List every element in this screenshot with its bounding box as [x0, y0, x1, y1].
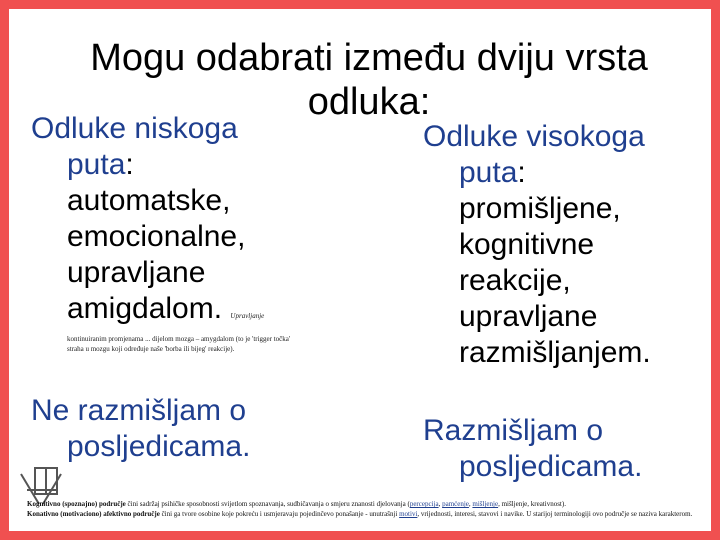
right-line-2: kognitivne — [459, 228, 595, 261]
footnote-link-pamcenje[interactable]: pamćenje — [442, 500, 469, 508]
left-heading-colon: : — [125, 148, 134, 181]
left-bottom-line2: posljedicama. — [67, 430, 251, 463]
footnote-p1: Kognitivno (spoznajno) područje čini sadržaj psihičke sposobnosti svijetlom spoznavanja, sudbičavanja o smjeru znanosti djelovanja (percepcija, pamćenje, mišljenje, mišljenje, kreativnost). — [27, 500, 566, 508]
left-note: kontinuiranim promjenama ... dijelom mozga – amygdalom (to je 'trigger točka' straha u mozgu koji određuje naše 'borba ili bijeg' reakcije). — [67, 335, 291, 353]
footnote-p1-text: čini sadržaj psihičke sposobnosti svijetlom spoznavanja, sudbičavanja o smjeru znanosti djelovanja ( — [125, 500, 410, 508]
right-heading-line1: Odluke visokoga — [423, 120, 645, 153]
left-last-line: amigdalom. — [67, 292, 223, 325]
footnote-p2-end: , vrijednosti, interesi, stavovi i navike. U starijoj terminologiji ovo područje se naziva karakterom. — [417, 510, 693, 518]
footnote — [27, 499, 705, 519]
left-bottom-line1: Ne razmišljam o — [31, 394, 247, 427]
left-line-2: emocionalne, — [67, 220, 246, 253]
left-line-3: upravljane — [67, 256, 206, 289]
left-heading — [31, 111, 321, 147]
right-bottom — [423, 413, 711, 485]
left-line-4 — [31, 291, 321, 334]
left-heading-puta-line — [31, 147, 321, 183]
right-bottom-line1: Razmišljam o — [423, 414, 604, 447]
left-heading-puta: puta — [67, 148, 126, 181]
left-bottom-text — [31, 393, 331, 465]
footnote-p1-label: Kognitivno (spoznajno) područje — [27, 500, 126, 508]
footnote-p2-label: Konativno (motivaciono) afektivno područje — [27, 510, 160, 518]
footnote-link-motivi[interactable]: motivi — [399, 510, 418, 518]
right-line-4: upravljane — [459, 300, 598, 333]
footnote-p2 — [27, 509, 705, 519]
left-bottom — [31, 393, 331, 465]
left-heading-line1: Odluke niskoga — [31, 112, 238, 145]
right-column — [423, 119, 711, 371]
right-heading-puta-line — [423, 155, 711, 191]
right-line-3: reakcije, — [459, 264, 571, 297]
slide-title: Mogu odabrati između dviju vrsta odluka: — [90, 37, 648, 123]
footnote-p1-end: , mišljenje, kreativnost). — [498, 500, 566, 508]
footnote-link-percepcija[interactable]: percepcija — [409, 500, 439, 508]
footnote-p2-text: čini ga tvore osobine koje pokreću i usmjeravaju pojedinčevo ponašanje - unutrašnji — [159, 510, 400, 518]
right-heading-colon: : — [517, 156, 526, 189]
right-bottom-text — [423, 413, 711, 485]
right-line-5: razmišljanjem. — [459, 336, 651, 369]
right-bottom-line2: posljedicama. — [459, 450, 643, 483]
left-line-1: automatske, — [67, 184, 231, 217]
right-line-1: promišljene, — [459, 192, 621, 225]
right-heading-puta: puta — [459, 156, 518, 189]
left-inline-small: Upravljanje — [230, 312, 265, 320]
slide — [9, 9, 711, 531]
left-column — [31, 111, 321, 354]
footnote-link-misljenje[interactable]: mišljenje — [472, 500, 499, 508]
